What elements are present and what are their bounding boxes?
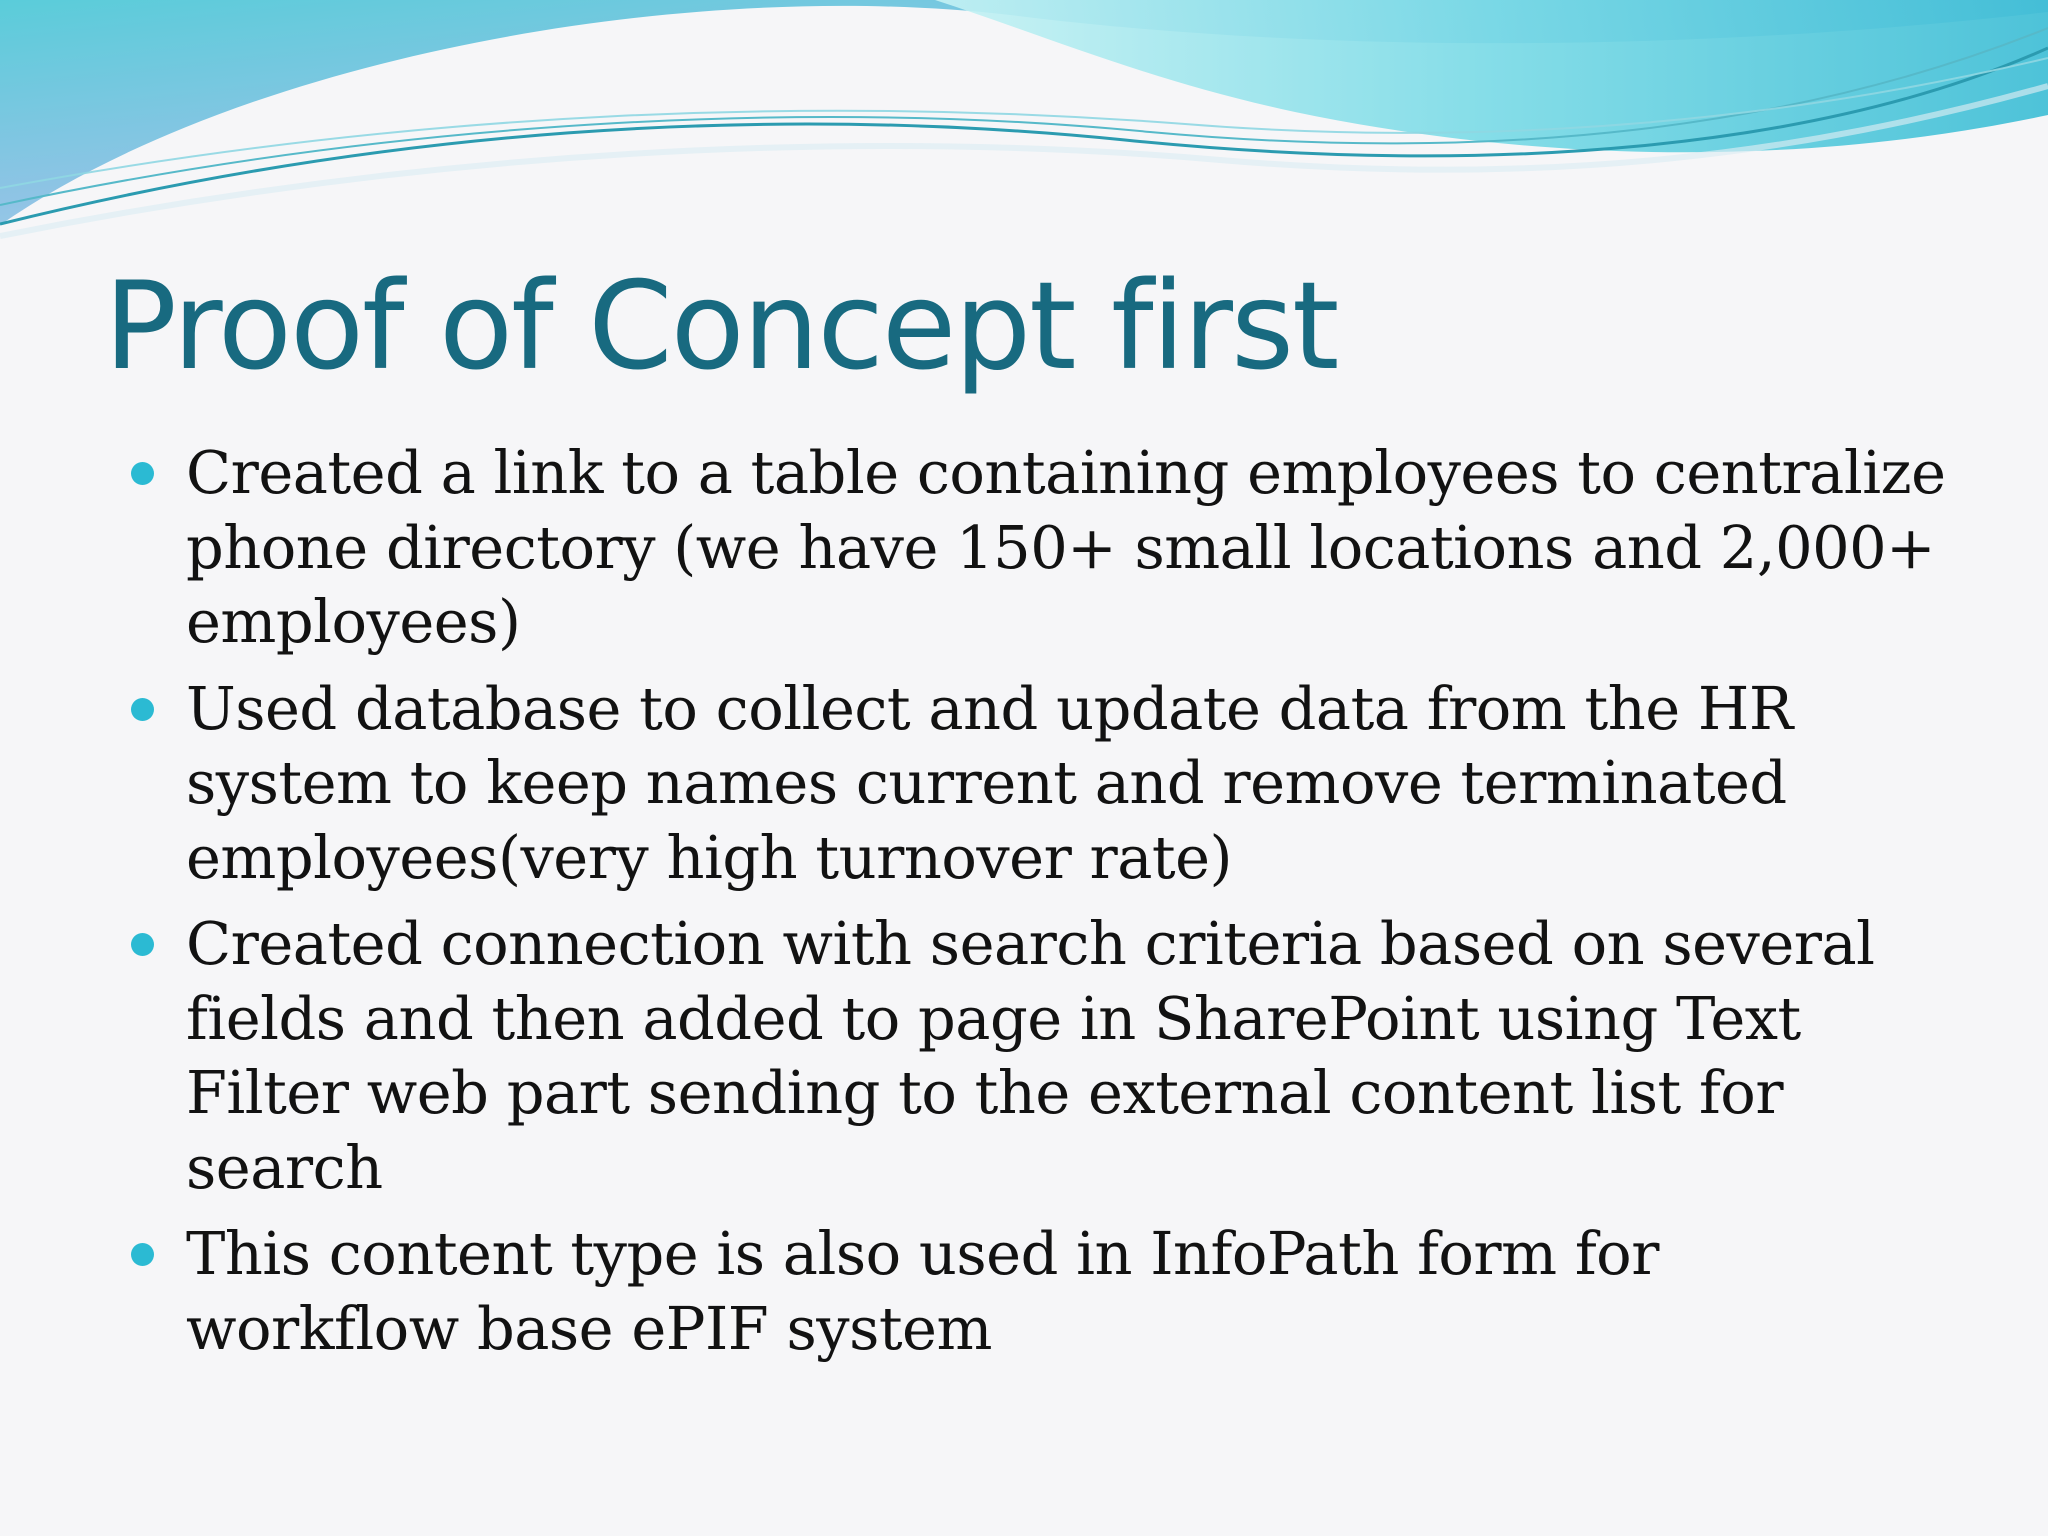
bullet-line-2: workflow base ePIF system (186, 1293, 992, 1363)
bullet-line-4: search (186, 1132, 383, 1202)
bullet-dot-icon (131, 698, 154, 721)
bullet-line-1: Created connection with search criteria based on several (186, 909, 1875, 978)
bullet-line-1: Created a link to a table containing employees to centralize (186, 438, 1946, 507)
bullet-line-2: fields and then added to page in SharePoint using Text (186, 983, 1801, 1053)
bullet-list (126, 436, 2006, 1378)
slide-title: Proof of Concept first (104, 256, 1338, 397)
bullet-item-hr-sync (126, 672, 2006, 896)
bullet-line-1: Used database to collect and update data from the HR (186, 673, 1793, 743)
bullet-line-3: employees(very high turnover rate) (186, 822, 1233, 892)
bullet-dot-icon (131, 933, 154, 956)
bullet-line-3: employees) (186, 587, 521, 656)
bullet-item-sharepoint-search (126, 907, 2006, 1205)
bullet-line-2: system to keep names current and remove terminated (186, 748, 1787, 817)
bullet-item-phone-directory (126, 436, 2006, 660)
bullet-line-1: This content type is also used in InfoPath form for (186, 1219, 1659, 1288)
bullet-line-3: Filter web part sending to the external content list for (186, 1058, 1784, 1127)
bullet-item-infopath (126, 1217, 2006, 1366)
bullet-dot-icon (131, 462, 154, 485)
decorative-wave-header (0, 0, 2048, 240)
bullet-dot-icon (131, 1243, 154, 1266)
bullet-line-2: phone directory (we have 150+ small locations and 2,000+ (186, 512, 1936, 582)
